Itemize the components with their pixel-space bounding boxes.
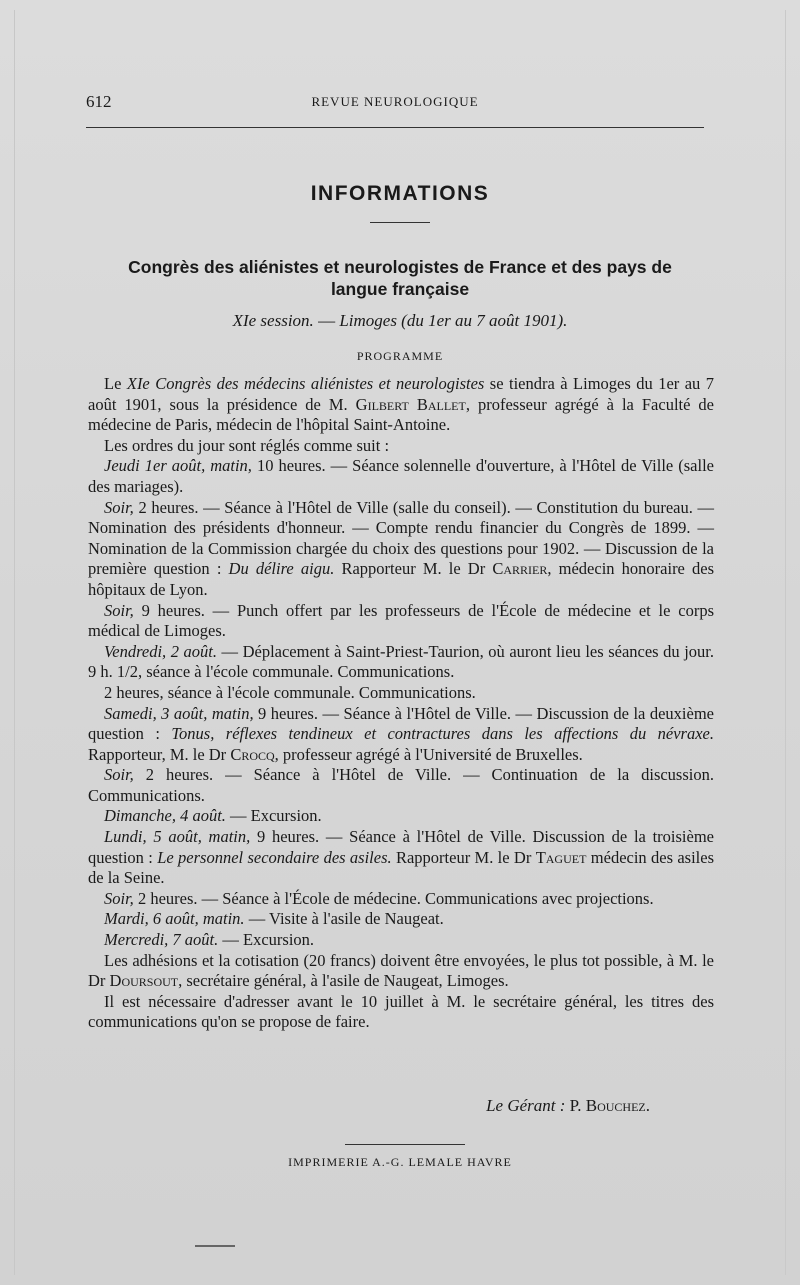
event-session: XIe session. (232, 311, 314, 330)
paragraph-italic: Soir, (104, 600, 134, 620)
paragraph (88, 456, 714, 497)
paragraph-italic: Soir, (104, 765, 134, 785)
paragraph-sc: Doursout (109, 971, 179, 991)
paragraph (88, 704, 714, 766)
paragraph-sc: Gilbert Ballet (355, 394, 466, 414)
paragraph (88, 683, 714, 704)
paragraph-text2: Rapporteur, M. le Dr (88, 744, 231, 764)
body-text (88, 374, 714, 1033)
header-rule (86, 127, 704, 128)
paragraph-tail: , professeur agrégé à la Faculté de médecine de Paris, médecin de l'hôpital Saint-Antoine. (88, 394, 715, 435)
paragraph-text: Les adhésions et la cotisation (20 francs) doivent être envoyées, le plus tot possible, à M. le Dr (88, 950, 714, 991)
event-subtitle (0, 311, 800, 331)
printer-imprint: IMPRIMERIE A.-G. LEMALE HAVRE (288, 1155, 512, 1169)
paragraph-text2: Rapporteur M. le Dr (391, 847, 536, 867)
paragraph-text: 2 heures. — Séance à l'Hôtel de Ville (salle du conseil). — Constitution du bureau. — Nomination des présidents d'honneur. — Compte rendu financier du Congrès de 1899. — Nomination de la Commission chargée du choix des questions pour 1902. — Discussion de la première question : (88, 497, 714, 579)
paragraph (88, 827, 714, 889)
paragraph (88, 374, 714, 436)
paragraph-text: 10 heures. — Séance solennelle d'ouverture, à l'Hôtel de Ville (salle des mariages). (88, 456, 714, 496)
paragraph-italic: Mardi, 6 août, matin. (104, 909, 245, 929)
paragraph-italic: Mercredi, 7 août. (104, 930, 219, 950)
section-title: INFORMATIONS (310, 182, 490, 205)
paragraph-text: Les ordres du jour sont réglés comme suit : (104, 435, 390, 455)
paragraph-sc: Crocq (230, 744, 275, 764)
paragraph-text: 2 heures, séance à l'école communale. Communications. (104, 682, 476, 702)
paragraph (88, 765, 714, 806)
paragraph-tail: , médecin honoraire des hôpitaux de Lyon. (88, 559, 715, 599)
paragraph (88, 909, 714, 930)
paragraph-text2: Rapporteur M. le Dr (334, 559, 493, 579)
paragraph (88, 498, 714, 601)
paragraph-italic2: Le personnel secondaire des asiles. (157, 847, 392, 867)
paragraph (88, 642, 714, 683)
paragraph-text: 9 heures. — Séance à l'Hôtel de Ville. — Discussion de la deuxième question : (88, 703, 715, 744)
paragraph-italic: XIe Congrès des médecins aliénistes et neurologistes (126, 374, 485, 393)
paragraph (88, 992, 714, 1033)
paragraph-italic: Dimanche, 4 août. (104, 806, 226, 826)
paragraph-italic: Samedi, 3 août, matin, (104, 703, 254, 723)
paragraph (88, 889, 714, 910)
paragraph-italic: Soir, (104, 888, 134, 908)
paragraph (88, 436, 714, 457)
event-title (80, 256, 720, 300)
signature (486, 1096, 650, 1116)
paragraph-text: — Visite à l'asile de Naugeat. (244, 909, 444, 929)
signature-name: Bouchez. (585, 1096, 650, 1115)
program-label: PROGRAMME (356, 349, 444, 363)
paragraph-text: — Excursion. (218, 930, 315, 950)
paragraph-text: se tiendra à Limoges du 1er au 7 août 1901, sous la présidence de M. (88, 374, 714, 414)
signature-label: Le Gérant : (486, 1096, 566, 1115)
paragraph-text: — Déplacement à Saint-Priest-Taurion, où auront lieu les séances du jour. 9 h. 1/2, séance à l'école communale. Communications. (88, 641, 714, 682)
paragraph (88, 601, 714, 642)
paragraph-italic: Vendredi, 2 août. (104, 641, 217, 661)
signature-prefix: P. (565, 1096, 586, 1115)
paragraph-text: — Excursion. (225, 806, 322, 826)
paragraph (88, 806, 714, 827)
paragraph-text: 9 heures. — Séance à l'Hôtel de Ville. Discussion de la troisième question : (88, 827, 714, 867)
event-title-line1: Congrès des aliénistes et neurologistes de France et des pays de (128, 257, 672, 277)
paragraph-italic: Lundi, 5 août, matin, (104, 827, 251, 847)
paragraph-text: 2 heures. — Séance à l'École de médecine. Communications avec projections. (133, 888, 654, 908)
page-number: 612 (86, 92, 112, 111)
journal-title: REVUE NEUROLOGIQUE (311, 94, 479, 109)
running-head (86, 92, 704, 116)
paragraph-italic: Soir, (104, 497, 134, 517)
paragraph (88, 951, 714, 992)
paragraph-italic2: Tonus, réflexes tendineux et contractures dans les affections du névraxe. (171, 724, 714, 744)
event-separator: — (313, 311, 340, 330)
paragraph-text: 2 heures. — Séance à l'Hôtel de Ville. — Continuation de la discussion. Communications. (88, 765, 714, 805)
footer-rule (345, 1144, 465, 1145)
paragraph-lead: Le (104, 374, 127, 393)
paragraph-tail: , professeur agrégé à l'Université de Bruxelles. (274, 744, 583, 764)
paragraph-tail: , secrétaire général, à l'asile de Naugeat, Limoges. (178, 971, 509, 991)
paragraph-sc: Carrier (492, 559, 548, 579)
paragraph-tail: médecin des asiles de la Seine. (88, 847, 715, 888)
paragraph-text: 9 heures. — Punch offert par les professeurs de l'École de médecine et le corps médical de Limoges. (88, 600, 714, 641)
paragraph-sc: Taguet (535, 847, 587, 867)
paragraph (88, 930, 714, 951)
page-edge-mark (195, 1245, 235, 1247)
title-rule (370, 222, 430, 223)
paragraph-text: Il est nécessaire d'adresser avant le 10 juillet à M. le secrétaire général, les titres des communications qu'on se propose de faire. (88, 991, 714, 1032)
paragraph-italic: Jeudi 1er août, matin, (104, 456, 252, 476)
paragraph-italic2: Du délire aigu. (228, 559, 335, 579)
event-title-line2: langue française (330, 279, 470, 299)
event-place-dates: Limoges (du 1er au 7 août 1901). (339, 311, 568, 330)
